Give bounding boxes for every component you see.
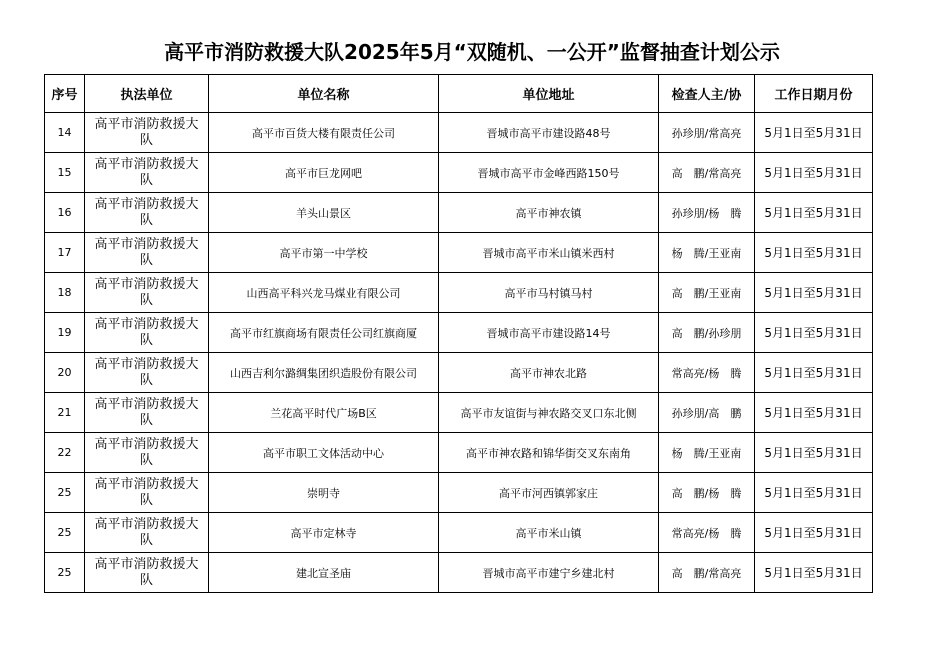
table-row (45, 153, 873, 193)
header-unit-name: 单位名称 (209, 75, 439, 113)
cell-no: 20 (45, 353, 85, 393)
cell-enforcement-unit: 高平市消防救援大队 (85, 393, 209, 433)
cell-no: 17 (45, 233, 85, 273)
cell-inspectors: 孙珍朋/常高亮 (659, 113, 755, 153)
cell-work-date: 5月1日至5月31日 (755, 353, 873, 393)
cell-inspectors: 高 鹏/常高亮 (659, 153, 755, 193)
cell-unit-address: 高平市河西镇郭家庄 (439, 473, 659, 513)
table-row (45, 113, 873, 153)
header-enforcement-unit: 执法单位 (85, 75, 209, 113)
cell-unit-name: 高平市职工文体活动中心 (209, 433, 439, 473)
cell-inspectors: 常高亮/杨 腾 (659, 353, 755, 393)
cell-inspectors: 高 鹏/孙珍朋 (659, 313, 755, 353)
cell-work-date: 5月1日至5月31日 (755, 473, 873, 513)
cell-work-date: 5月1日至5月31日 (755, 553, 873, 593)
header-work-date: 工作日期月份 (755, 75, 873, 113)
cell-enforcement-unit: 高平市消防救援大队 (85, 113, 209, 153)
cell-enforcement-unit: 高平市消防救援大队 (85, 153, 209, 193)
table-row (45, 473, 873, 513)
cell-enforcement-unit: 高平市消防救援大队 (85, 553, 209, 593)
table-body (45, 113, 873, 593)
cell-work-date: 5月1日至5月31日 (755, 313, 873, 353)
table-header-row (45, 75, 873, 113)
cell-no: 25 (45, 513, 85, 553)
cell-unit-address: 晋城市高平市建宁乡建北村 (439, 553, 659, 593)
cell-no: 15 (45, 153, 85, 193)
cell-unit-address: 晋城市高平市米山镇米西村 (439, 233, 659, 273)
cell-no: 19 (45, 313, 85, 353)
cell-unit-name: 高平市第一中学校 (209, 233, 439, 273)
cell-unit-name: 山西吉利尔潞绸集团织造股份有限公司 (209, 353, 439, 393)
cell-work-date: 5月1日至5月31日 (755, 113, 873, 153)
cell-unit-name: 羊头山景区 (209, 193, 439, 233)
cell-unit-address: 高平市神农北路 (439, 353, 659, 393)
header-inspectors: 检查人主/协 (659, 75, 755, 113)
cell-inspectors: 杨 腾/王亚南 (659, 433, 755, 473)
cell-inspectors: 孙珍朋/高 鹏 (659, 393, 755, 433)
cell-work-date: 5月1日至5月31日 (755, 273, 873, 313)
cell-inspectors: 杨 腾/王亚南 (659, 233, 755, 273)
table-row (45, 353, 873, 393)
document-title: 高平市消防救援大队2025年5月“双随机、一公开”监督抽查计划公示 (164, 40, 780, 64)
cell-unit-name: 崇明寺 (209, 473, 439, 513)
cell-enforcement-unit: 高平市消防救援大队 (85, 353, 209, 393)
cell-enforcement-unit: 高平市消防救援大队 (85, 313, 209, 353)
cell-work-date: 5月1日至5月31日 (755, 233, 873, 273)
table-row (45, 273, 873, 313)
table-row (45, 393, 873, 433)
cell-inspectors: 高 鹏/王亚南 (659, 273, 755, 313)
cell-unit-name: 建北宣圣庙 (209, 553, 439, 593)
cell-no: 22 (45, 433, 85, 473)
cell-enforcement-unit: 高平市消防救援大队 (85, 433, 209, 473)
cell-unit-name: 高平市巨龙网吧 (209, 153, 439, 193)
table-row (45, 513, 873, 553)
table-row (45, 553, 873, 593)
cell-unit-name: 山西高平科兴龙马煤业有限公司 (209, 273, 439, 313)
cell-unit-address: 高平市友谊街与神农路交叉口东北侧 (439, 393, 659, 433)
cell-no: 14 (45, 113, 85, 153)
header-no: 序号 (45, 75, 85, 113)
cell-work-date: 5月1日至5月31日 (755, 153, 873, 193)
cell-unit-address: 高平市马村镇马村 (439, 273, 659, 313)
cell-work-date: 5月1日至5月31日 (755, 513, 873, 553)
cell-enforcement-unit: 高平市消防救援大队 (85, 193, 209, 233)
cell-enforcement-unit: 高平市消防救援大队 (85, 473, 209, 513)
cell-no: 21 (45, 393, 85, 433)
cell-unit-address: 高平市神农镇 (439, 193, 659, 233)
cell-work-date: 5月1日至5月31日 (755, 433, 873, 473)
table-row (45, 193, 873, 233)
cell-work-date: 5月1日至5月31日 (755, 193, 873, 233)
table-row (45, 233, 873, 273)
cell-unit-name: 兰花高平时代广场B区 (209, 393, 439, 433)
cell-no: 25 (45, 473, 85, 513)
cell-inspectors: 孙珍朋/杨 腾 (659, 193, 755, 233)
table-row (45, 433, 873, 473)
cell-no: 18 (45, 273, 85, 313)
cell-unit-address: 晋城市高平市金峰西路150号 (439, 153, 659, 193)
cell-unit-name: 高平市百货大楼有限责任公司 (209, 113, 439, 153)
cell-enforcement-unit: 高平市消防救援大队 (85, 233, 209, 273)
header-unit-address: 单位地址 (439, 75, 659, 113)
cell-unit-name: 高平市定林寺 (209, 513, 439, 553)
cell-work-date: 5月1日至5月31日 (755, 393, 873, 433)
cell-unit-address: 高平市神农路和锦华街交叉东南角 (439, 433, 659, 473)
cell-unit-address: 晋城市高平市建设路14号 (439, 313, 659, 353)
cell-unit-address: 高平市米山镇 (439, 513, 659, 553)
cell-unit-address: 晋城市高平市建设路48号 (439, 113, 659, 153)
table-row (45, 313, 873, 353)
cell-enforcement-unit: 高平市消防救援大队 (85, 273, 209, 313)
cell-inspectors: 常高亮/杨 腾 (659, 513, 755, 553)
cell-unit-name: 高平市红旗商场有限责任公司红旗商厦 (209, 313, 439, 353)
inspection-plan-table (44, 74, 873, 593)
cell-inspectors: 高 鹏/杨 腾 (659, 473, 755, 513)
cell-no: 16 (45, 193, 85, 233)
cell-no: 25 (45, 553, 85, 593)
cell-inspectors: 高 鹏/常高亮 (659, 553, 755, 593)
cell-enforcement-unit: 高平市消防救援大队 (85, 513, 209, 553)
